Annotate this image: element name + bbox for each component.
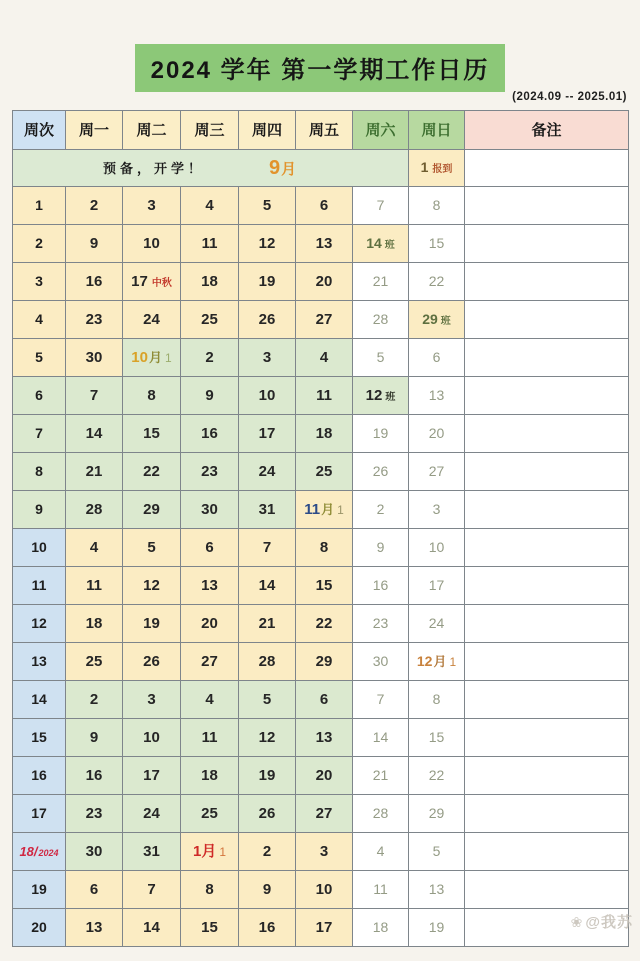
remark-cell xyxy=(465,833,629,871)
day-cell: 9 xyxy=(66,719,123,757)
day-cell: 26 xyxy=(239,795,296,833)
day-cell: 10 xyxy=(123,225,181,263)
day-cell: 1月 1 xyxy=(181,833,239,871)
week-number-cell: 5 xyxy=(13,339,66,377)
day-cell: 31 xyxy=(239,491,296,529)
day-cell: 13 xyxy=(181,567,239,605)
day-cell: 21 xyxy=(353,263,409,301)
day-cell: 2 xyxy=(353,491,409,529)
day-cell: 22 xyxy=(296,605,353,643)
day-cell: 15 xyxy=(409,719,465,757)
remark-cell xyxy=(465,150,629,187)
calendar-week-row xyxy=(13,567,629,605)
day-cell: 11 xyxy=(181,225,239,263)
day-cell: 6 xyxy=(296,187,353,225)
day-cell: 18 xyxy=(66,605,123,643)
day-cell: 25 xyxy=(66,643,123,681)
calendar-week-row xyxy=(13,377,629,415)
semester-calendar-table xyxy=(12,110,629,947)
day-cell: 17 xyxy=(123,757,181,795)
day-cell: 2 xyxy=(239,833,296,871)
day-cell: 25 xyxy=(181,795,239,833)
day-cell: 11 xyxy=(181,719,239,757)
remark-cell xyxy=(465,681,629,719)
day-cell: 22 xyxy=(123,453,181,491)
day-cell: 25 xyxy=(181,301,239,339)
day-cell: 10月 1 xyxy=(123,339,181,377)
day-cell: 19 xyxy=(123,605,181,643)
calendar-week-row xyxy=(13,833,629,871)
day-cell: 8 xyxy=(181,871,239,909)
day-cell: 17 中秋 xyxy=(123,263,181,301)
remark-cell xyxy=(465,491,629,529)
week-number-cell: 12 xyxy=(13,605,66,643)
remark-cell xyxy=(465,263,629,301)
week-number-cell: 10 xyxy=(13,529,66,567)
calendar-week-row xyxy=(13,909,629,947)
calendar-header xyxy=(13,111,629,150)
day-cell: 12 xyxy=(239,719,296,757)
day-cell: 4 xyxy=(296,339,353,377)
watermark xyxy=(571,911,633,932)
remark-cell xyxy=(465,415,629,453)
remark-cell xyxy=(465,643,629,681)
day-cell: 14 xyxy=(239,567,296,605)
day-cell: 12 xyxy=(123,567,181,605)
day-cell: 24 xyxy=(123,795,181,833)
calendar-week-row xyxy=(13,605,629,643)
day-cell: 3 xyxy=(123,681,181,719)
september-banner-row xyxy=(13,150,629,187)
day-cell: 9 xyxy=(353,529,409,567)
day-cell: 16 xyxy=(239,909,296,947)
calendar-week-row xyxy=(13,263,629,301)
remark-cell xyxy=(465,301,629,339)
day-cell: 16 xyxy=(66,757,123,795)
week-number-cell: 17 xyxy=(13,795,66,833)
header-week-number: 周次 xyxy=(13,111,66,150)
header-friday: 周五 xyxy=(296,111,353,150)
header-tuesday: 周二 xyxy=(123,111,181,150)
header-saturday: 周六 xyxy=(353,111,409,150)
wemedia-logo-icon: ❀ xyxy=(570,914,584,930)
header-wednesday: 周三 xyxy=(181,111,239,150)
day-cell: 21 xyxy=(353,757,409,795)
day-cell: 23 xyxy=(66,301,123,339)
day-cell: 24 xyxy=(123,301,181,339)
day-cell: 3 xyxy=(296,833,353,871)
day-cell: 8 xyxy=(123,377,181,415)
day-cell: 19 xyxy=(239,263,296,301)
title-bar xyxy=(0,44,640,92)
header-remarks: 备注 xyxy=(465,111,629,150)
day-cell: 3 xyxy=(123,187,181,225)
day-cell: 28 xyxy=(239,643,296,681)
week-number-cell: 3 xyxy=(13,263,66,301)
day-cell: 14 xyxy=(353,719,409,757)
day-cell: 26 xyxy=(353,453,409,491)
week-number-cell: 20 xyxy=(13,909,66,947)
day-cell: 16 xyxy=(353,567,409,605)
calendar-week-row xyxy=(13,491,629,529)
day-cell: 15 xyxy=(181,909,239,947)
week-number-cell: 9 xyxy=(13,491,66,529)
remark-cell xyxy=(465,225,629,263)
day-cell: 8 xyxy=(409,187,465,225)
day-cell: 4 xyxy=(181,681,239,719)
header-thursday: 周四 xyxy=(239,111,296,150)
calendar-week-row xyxy=(13,453,629,491)
day-cell: 10 xyxy=(123,719,181,757)
day-cell: 15 xyxy=(296,567,353,605)
day-cell: 8 xyxy=(296,529,353,567)
day-cell: 24 xyxy=(239,453,296,491)
day-cell: 21 xyxy=(66,453,123,491)
day-cell: 29 xyxy=(296,643,353,681)
remark-cell xyxy=(465,757,629,795)
day-cell: 29 xyxy=(123,491,181,529)
day-cell: 25 xyxy=(296,453,353,491)
calendar-week-row xyxy=(13,225,629,263)
day-cell: 5 xyxy=(123,529,181,567)
calendar-week-row xyxy=(13,681,629,719)
day-cell: 20 xyxy=(181,605,239,643)
day-cell: 29 xyxy=(409,795,465,833)
day-cell: 7 xyxy=(66,377,123,415)
page-title: 2024 学年 第一学期工作日历 xyxy=(135,44,506,92)
day-cell: 13 xyxy=(409,871,465,909)
day-cell: 19 xyxy=(239,757,296,795)
day-cell: 30 xyxy=(353,643,409,681)
day-cell: 18 xyxy=(181,757,239,795)
day-cell: 29 班 xyxy=(409,301,465,339)
day-cell: 23 xyxy=(353,605,409,643)
week-number-cell: 14 xyxy=(13,681,66,719)
day-cell: 26 xyxy=(123,643,181,681)
day-cell: 2 xyxy=(181,339,239,377)
day-cell: 14 xyxy=(66,415,123,453)
week-number-cell: 16 xyxy=(13,757,66,795)
remark-cell xyxy=(465,377,629,415)
day-cell: 4 xyxy=(353,833,409,871)
day-cell: 28 xyxy=(353,795,409,833)
day-cell: 11 xyxy=(353,871,409,909)
day-cell: 3 xyxy=(409,491,465,529)
day-cell: 27 xyxy=(296,301,353,339)
day-cell: 12月 1 xyxy=(409,643,465,681)
calendar-week-row xyxy=(13,529,629,567)
day-cell: 11 xyxy=(66,567,123,605)
remark-cell xyxy=(465,339,629,377)
day-cell: 22 xyxy=(409,263,465,301)
september-banner-cell xyxy=(13,150,409,187)
day-cell: 27 xyxy=(409,453,465,491)
header-monday: 周一 xyxy=(66,111,123,150)
calendar-week-row xyxy=(13,871,629,909)
day-cell: 16 xyxy=(66,263,123,301)
day-cell: 24 xyxy=(409,605,465,643)
week-number-cell: 11 xyxy=(13,567,66,605)
day-cell: 6 xyxy=(409,339,465,377)
header-row xyxy=(13,111,629,150)
day-cell: 31 xyxy=(123,833,181,871)
remark-cell xyxy=(465,871,629,909)
day-cell: 4 xyxy=(181,187,239,225)
day-cell: 14 xyxy=(123,909,181,947)
day-cell: 18 xyxy=(296,415,353,453)
day-cell: 15 xyxy=(409,225,465,263)
day-cell: 17 xyxy=(409,567,465,605)
day-cell: 19 xyxy=(353,415,409,453)
week-number-cell: 7 xyxy=(13,415,66,453)
calendar-body xyxy=(13,150,629,947)
day-cell: 18 xyxy=(353,909,409,947)
calendar-week-row xyxy=(13,643,629,681)
day-cell: 13 xyxy=(296,719,353,757)
day-cell: 5 xyxy=(409,833,465,871)
watermark-text: @我苏 xyxy=(585,914,633,931)
day-cell: 28 xyxy=(353,301,409,339)
day-cell: 26 xyxy=(239,301,296,339)
day-cell: 6 xyxy=(181,529,239,567)
day-cell: 16 xyxy=(181,415,239,453)
day-cell: 11月 1 xyxy=(296,491,353,529)
day-cell: 27 xyxy=(181,643,239,681)
day-cell: 9 xyxy=(181,377,239,415)
day-cell: 9 xyxy=(239,871,296,909)
day-cell: 7 xyxy=(353,681,409,719)
day-cell: 17 xyxy=(296,909,353,947)
day-cell: 14 班 xyxy=(353,225,409,263)
day-cell: 6 xyxy=(66,871,123,909)
day-cell: 7 xyxy=(239,529,296,567)
day-cell: 30 xyxy=(66,833,123,871)
day-cell: 15 xyxy=(123,415,181,453)
week-number-cell: 19 xyxy=(13,871,66,909)
day-cell: 10 xyxy=(239,377,296,415)
day-cell-registration: 1 报到 xyxy=(409,150,465,187)
day-cell: 27 xyxy=(296,795,353,833)
calendar-week-row xyxy=(13,757,629,795)
day-cell: 22 xyxy=(409,757,465,795)
header-sunday: 周日 xyxy=(409,111,465,150)
remark-cell xyxy=(465,719,629,757)
calendar-week-row xyxy=(13,301,629,339)
week-number-cell: 15 xyxy=(13,719,66,757)
remark-cell xyxy=(465,529,629,567)
remark-cell xyxy=(465,795,629,833)
day-cell: 30 xyxy=(181,491,239,529)
day-cell: 13 xyxy=(409,377,465,415)
remark-cell xyxy=(465,605,629,643)
day-cell: 6 xyxy=(296,681,353,719)
day-cell: 20 xyxy=(296,757,353,795)
calendar-week-row xyxy=(13,187,629,225)
day-cell: 3 xyxy=(239,339,296,377)
month-label-september: 9月 xyxy=(269,157,297,179)
calendar-week-row xyxy=(13,415,629,453)
day-cell: 8 xyxy=(409,681,465,719)
day-cell: 21 xyxy=(239,605,296,643)
date-range: (2024.09 -- 2025.01) xyxy=(512,91,627,103)
day-cell: 20 xyxy=(296,263,353,301)
day-cell: 20 xyxy=(409,415,465,453)
week-number-cell: 18/2024 xyxy=(13,833,66,871)
calendar-week-row xyxy=(13,339,629,377)
remark-cell xyxy=(465,453,629,491)
week-number-cell: 4 xyxy=(13,301,66,339)
day-cell: 5 xyxy=(353,339,409,377)
calendar-week-row xyxy=(13,795,629,833)
day-cell: 13 xyxy=(66,909,123,947)
day-cell: 5 xyxy=(239,187,296,225)
week-number-cell: 1 xyxy=(13,187,66,225)
day-cell: 28 xyxy=(66,491,123,529)
day-cell: 18 xyxy=(181,263,239,301)
day-cell: 2 xyxy=(66,681,123,719)
day-cell: 10 xyxy=(409,529,465,567)
day-cell: 13 xyxy=(296,225,353,263)
day-cell: 12 xyxy=(239,225,296,263)
semester-slogan: 预备，开学！ xyxy=(103,160,206,176)
day-cell: 11 xyxy=(296,377,353,415)
day-cell: 2 xyxy=(66,187,123,225)
day-cell: 4 xyxy=(66,529,123,567)
week-number-cell: 2 xyxy=(13,225,66,263)
day-cell: 5 xyxy=(239,681,296,719)
remark-cell xyxy=(465,567,629,605)
week-number-cell: 6 xyxy=(13,377,66,415)
day-cell: 17 xyxy=(239,415,296,453)
week-number-cell: 8 xyxy=(13,453,66,491)
calendar-week-row xyxy=(13,719,629,757)
remark-cell xyxy=(465,187,629,225)
day-cell: 10 xyxy=(296,871,353,909)
week-number-cell: 13 xyxy=(13,643,66,681)
day-cell: 12 班 xyxy=(353,377,409,415)
day-cell: 30 xyxy=(66,339,123,377)
day-cell: 19 xyxy=(409,909,465,947)
day-cell: 23 xyxy=(181,453,239,491)
day-cell: 23 xyxy=(66,795,123,833)
day-cell: 9 xyxy=(66,225,123,263)
day-cell: 7 xyxy=(123,871,181,909)
day-cell: 7 xyxy=(353,187,409,225)
